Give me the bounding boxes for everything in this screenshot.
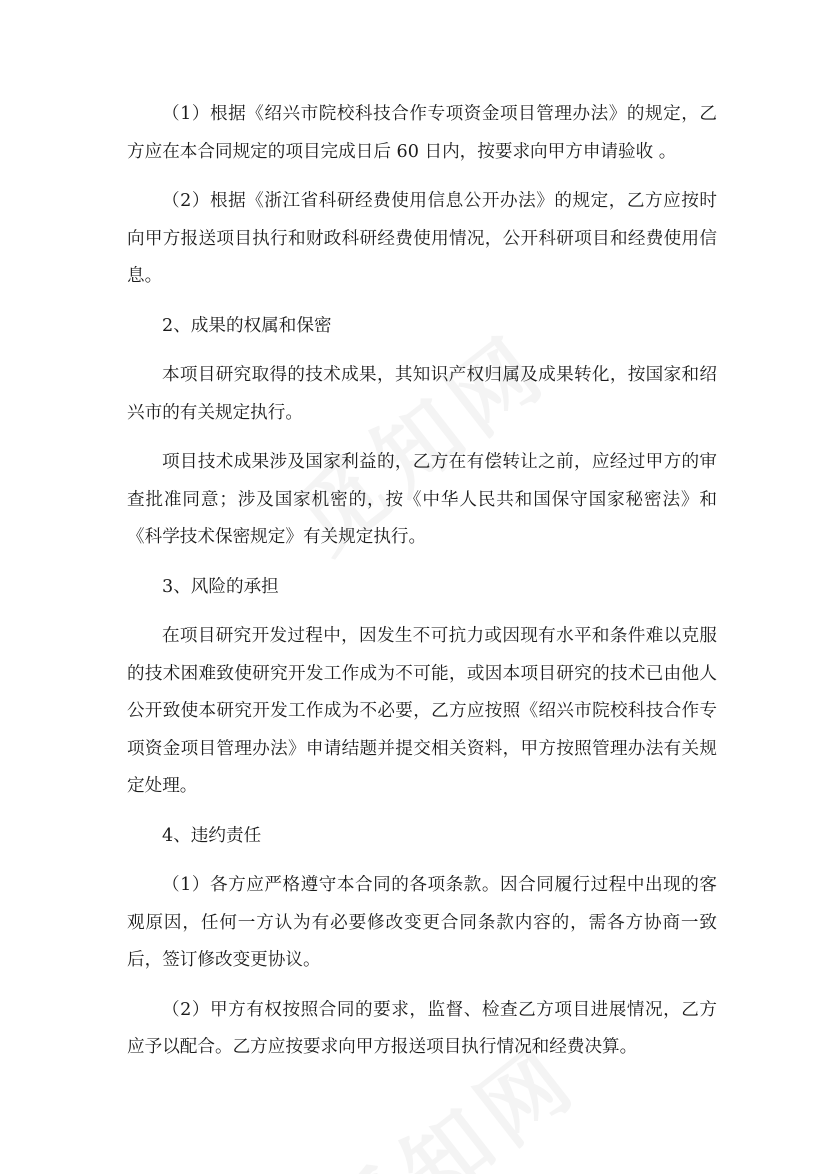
paragraph-confidentiality: 项目技术成果涉及国家利益的，乙方在有偿转让之前，应经过甲方的审查批准同意；涉及国家机密的，按《中华人民共和国保守国家秘密法》和《科学技术保密规定》有关规定执行。 <box>127 452 717 547</box>
section-heading-risk: 3、风险的承担 <box>162 576 279 597</box>
paragraph-ip-ownership: 本项目研究取得的技术成果，其知识产权归属及成果转化，按国家和绍兴市的有关规定执行。 <box>127 365 717 423</box>
paragraph-acceptance: （1）根据《绍兴市院校科技合作专项资金项目管理办法》的规定，乙方应在本合同规定的项目完成日后 60 日内，按要求向甲方申请验收 。 <box>127 104 717 162</box>
document-body <box>127 96 717 1067</box>
paragraph-disclosure: （2）根据《浙江省科研经费使用信息公开办法》的规定，乙方应按时向甲方报送项目执行和财政科研经费使用情况，公开科研项目和经费使用信息。 <box>127 191 717 286</box>
paragraph-liability-2: （2）甲方有权按照合同的要求，监督、检查乙方项目进展情况，乙方应予以配合。乙方应按要求向甲方报送项目执行情况和经费决算。 <box>127 999 717 1057</box>
paragraph-liability-1: （1）各方应严格遵守本合同的各项条款。因合同履行过程中出现的客观原因，任何一方认为有必要修改变更合同条款内容的，需各方协商一致后，签订修改变更协议。 <box>127 875 717 970</box>
paragraph-risk: 在项目研究开发过程中，因发生不可抗力或因现有水平和条件难以克服的技术困难致使研究开发工作成为不可能，或因本项目研究的技术已由他人公开致使本研究开发工作成为不必要，乙方应按照《绍兴市院校科技合作专项资金项目管理办法》申请结题并提交相关资料，甲方按照管理办法有关规定处理。 <box>127 626 717 796</box>
section-heading-liability: 4、违约责任 <box>162 825 262 846</box>
section-heading-ownership: 2、成果的权属和保密 <box>162 315 332 336</box>
